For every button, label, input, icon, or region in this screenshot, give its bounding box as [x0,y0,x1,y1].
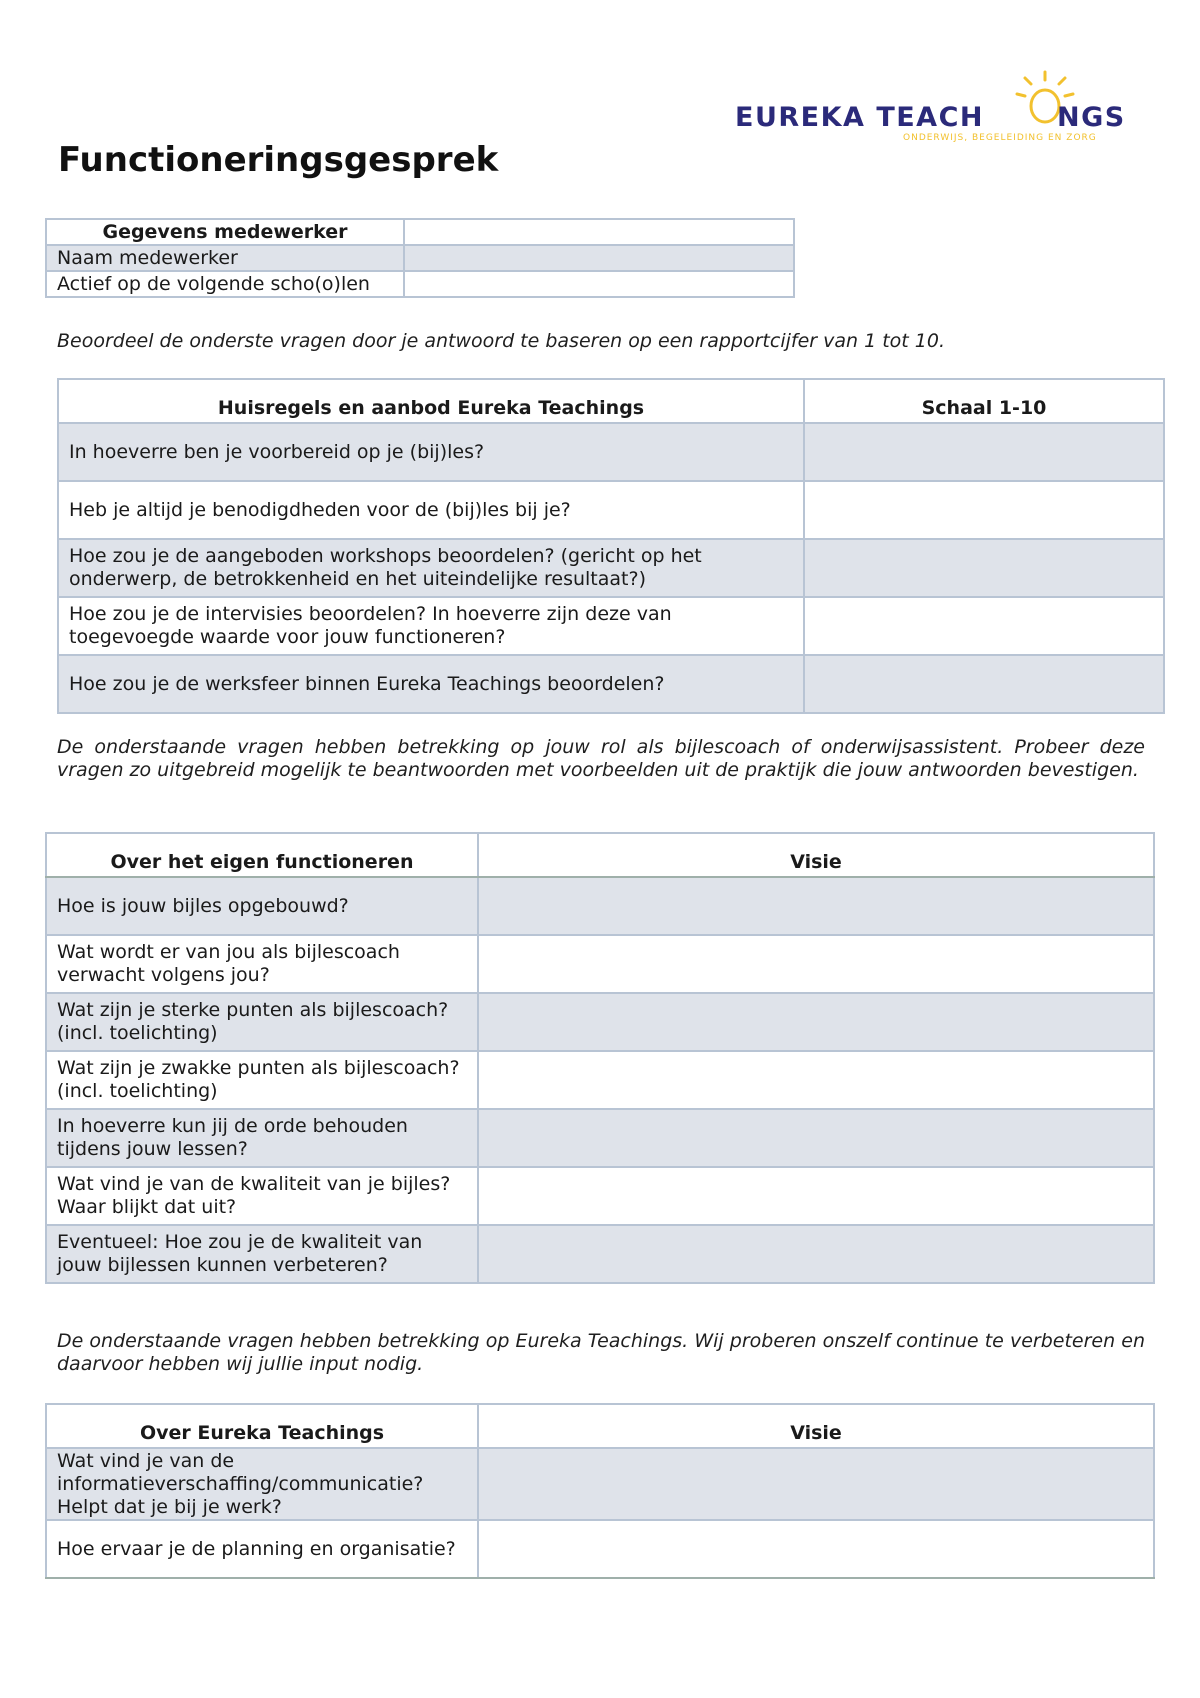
instruction-note-function: De onderstaande vragen hebben betrekking op jouw rol als bijlescoach of onderwijsassistent. Probeer deze vragen zo uitgebreid mogelijk te beantwoorden met voorbeelden uit de praktijk die jouw antwoorden bevestigen. [57,736,1145,781]
light-bulb-icon [1031,90,1059,122]
page-title: Functioneringsgesprek [58,140,499,180]
scale-question: Hoe zou je de intervisies beoordelen? In hoeverre zijn deze van toegevoegde waarde voor jouw functioneren? [58,597,804,655]
function-answer-cell[interactable] [478,1167,1154,1225]
info-header-label: Gegevens medewerker [46,219,404,245]
logo-wordmark-left: EUREKA TEACH [735,102,984,133]
scale-answer-cell[interactable] [804,655,1164,713]
scale-question: Hoe zou je de aangeboden workshops beoordelen? (gericht op het onderwerp, de betrokkenheid en het uiteindelijke resultaat?) [58,539,804,597]
function-question: Hoe is jouw bijles opgebouwd? [46,877,478,935]
employee-info-table [45,218,795,298]
scale-answer-cell[interactable] [804,539,1164,597]
scale-question: In hoeverre ben je voorbereid op je (bij)les? [58,423,804,481]
function-question: In hoeverre kun jij de orde behouden tijdens jouw lessen? [46,1109,478,1167]
function-question: Eventueel: Hoe zou je de kwaliteit van jouw bijlessen kunnen verbeteren? [46,1225,478,1283]
eureka-table-header-vision: Visie [478,1404,1154,1448]
function-answer-cell[interactable] [478,1109,1154,1167]
function-question: Wat wordt er van jou als bijlescoach verwacht volgens jou? [46,935,478,993]
bulb-rays-icon [1017,72,1073,96]
function-answer-cell[interactable] [478,1051,1154,1109]
function-answer-cell[interactable] [478,877,1154,935]
info-row-label: Naam medewerker [46,245,404,271]
function-table [45,832,1155,1284]
eureka-table-header-question: Over Eureka Teachings [46,1404,478,1448]
logo-tagline: ONDERWIJS, BEGELEIDING EN ZORG [903,133,1097,143]
eureka-table [45,1403,1155,1579]
function-table-header-vision: Visie [478,833,1154,877]
function-question: Wat vind je van de kwaliteit van je bijles? Waar blijkt dat uit? [46,1167,478,1225]
eureka-logo [735,70,1135,150]
schools-field[interactable] [404,271,794,297]
scale-question: Heb je altijd je benodigdheden voor de (bij)les bij je? [58,481,804,539]
scale-question: Hoe zou je de werksfeer binnen Eureka Teachings beoordelen? [58,655,804,713]
instruction-note-scale: Beoordeel de onderste vragen door je antwoord te baseren op een rapportcijfer van 1 tot 10. [57,330,945,352]
eureka-question: Wat vind je van de informatieverschaffing/communicatie? Helpt dat je bij je werk? [46,1448,478,1520]
scale-table [57,378,1165,714]
scale-answer-cell[interactable] [804,481,1164,539]
eureka-question: Hoe ervaar je de planning en organisatie? [46,1520,478,1578]
scale-table-header-question: Huisregels en aanbod Eureka Teachings [58,379,804,423]
eureka-answer-cell[interactable] [478,1448,1154,1520]
info-row-label: Actief op de volgende scho(o)len [46,271,404,297]
employee-name-field[interactable] [404,245,794,271]
function-answer-cell[interactable] [478,1225,1154,1283]
function-question: Wat zijn je zwakke punten als bijlescoach? (incl. toelichting) [46,1051,478,1109]
scale-table-header-score: Schaal 1-10 [804,379,1164,423]
eureka-answer-cell[interactable] [478,1520,1154,1578]
function-table-header-question: Over het eigen functioneren [46,833,478,877]
scale-answer-cell[interactable] [804,597,1164,655]
function-answer-cell[interactable] [478,993,1154,1051]
function-question: Wat zijn je sterke punten als bijlescoach? (incl. toelichting) [46,993,478,1051]
scale-answer-cell[interactable] [804,423,1164,481]
instruction-note-eureka: De onderstaande vragen hebben betrekking op Eureka Teachings. Wij proberen onszelf continue te verbeteren en daarvoor hebben wij jullie input nodig. [57,1330,1145,1375]
logo-wordmark-right: NGS [1057,102,1126,133]
info-header-value[interactable] [404,219,794,245]
function-answer-cell[interactable] [478,935,1154,993]
